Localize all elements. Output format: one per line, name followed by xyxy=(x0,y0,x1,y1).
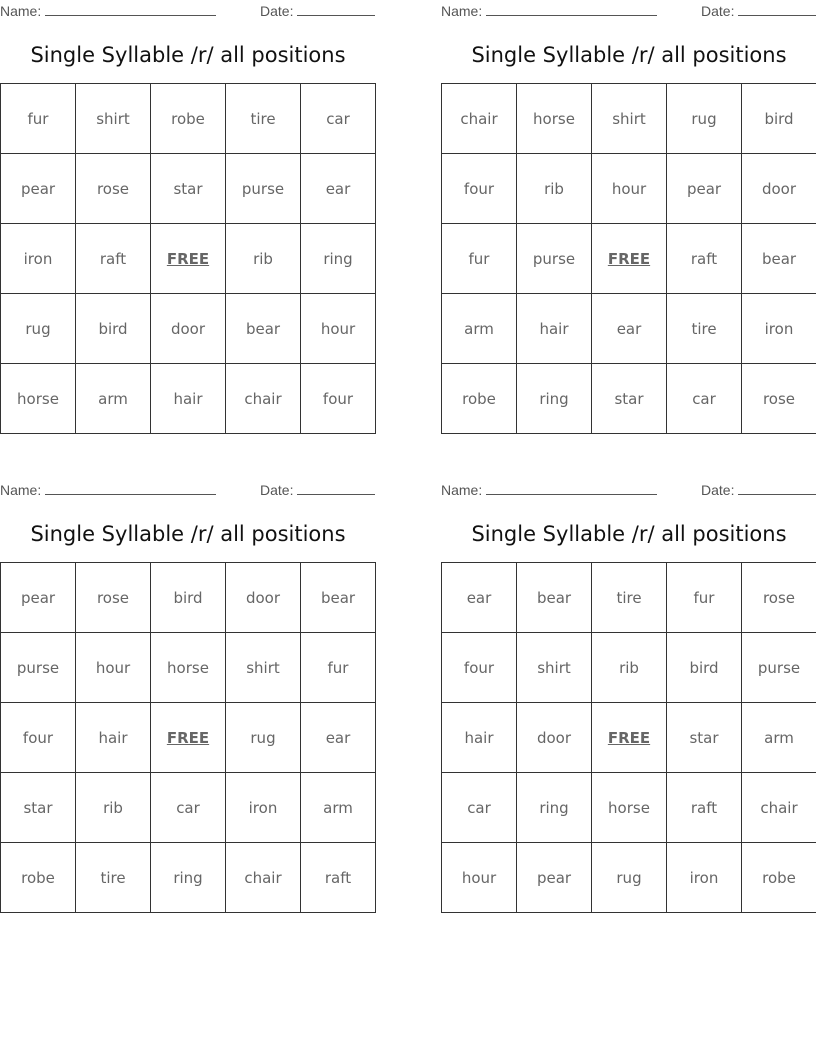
grid-cell: rose xyxy=(76,563,151,633)
grid-cell: shirt xyxy=(76,84,151,154)
grid-cell: four xyxy=(442,154,517,224)
grid-row xyxy=(442,843,816,913)
grid-cell: rib xyxy=(592,633,667,703)
grid-cell: pear xyxy=(517,843,592,913)
grid-row xyxy=(1,154,376,224)
grid-cell: hair xyxy=(442,703,517,773)
grid-cell: robe xyxy=(1,843,76,913)
grid-cell: horse xyxy=(592,773,667,843)
grid-row xyxy=(442,154,816,224)
grid-row xyxy=(1,84,376,154)
grid-cell: raft xyxy=(667,773,742,843)
grid-cell: tire xyxy=(76,843,151,913)
grid-cell: pear xyxy=(667,154,742,224)
grid-row xyxy=(1,843,376,913)
grid-cell: ear xyxy=(442,563,517,633)
grid-cell: shirt xyxy=(517,633,592,703)
grid-cell: bear xyxy=(517,563,592,633)
grid-cell: ring xyxy=(517,773,592,843)
grid-cell: bear xyxy=(301,563,376,633)
date-field[interactable] xyxy=(260,482,375,498)
date-field[interactable] xyxy=(260,3,375,19)
grid-cell: bear xyxy=(742,224,816,294)
grid-cell: bird xyxy=(76,294,151,364)
grid-cell: rose xyxy=(742,364,816,434)
grid-row xyxy=(442,703,816,773)
grid-cell: arm xyxy=(301,773,376,843)
free-space-cell: FREE xyxy=(151,224,226,294)
bingo-card-2 xyxy=(441,0,816,436)
bingo-grid xyxy=(441,562,816,913)
date-blank-line[interactable] xyxy=(738,482,816,495)
grid-cell: tire xyxy=(226,84,301,154)
date-blank-line[interactable] xyxy=(738,3,816,16)
grid-cell: chair xyxy=(742,773,816,843)
grid-cell: star xyxy=(592,364,667,434)
date-blank-line[interactable] xyxy=(297,3,375,16)
grid-cell: bird xyxy=(151,563,226,633)
grid-cell: bear xyxy=(226,294,301,364)
grid-cell: hour xyxy=(592,154,667,224)
grid-cell: car xyxy=(151,773,226,843)
grid-cell: tire xyxy=(667,294,742,364)
grid-cell: ear xyxy=(301,703,376,773)
card-header xyxy=(0,0,376,22)
grid-cell: fur xyxy=(667,563,742,633)
card-title: Single Syllable /r/ all positions xyxy=(471,43,787,67)
grid-cell: car xyxy=(301,84,376,154)
grid-cell: arm xyxy=(442,294,517,364)
grid-cell: ear xyxy=(301,154,376,224)
grid-row xyxy=(1,633,376,703)
grid-cell: rose xyxy=(742,563,816,633)
grid-cell: rib xyxy=(76,773,151,843)
grid-cell: ring xyxy=(151,843,226,913)
grid-cell: iron xyxy=(742,294,816,364)
grid-cell: star xyxy=(1,773,76,843)
date-field[interactable] xyxy=(701,482,816,498)
grid-cell: purse xyxy=(517,224,592,294)
name-blank-line[interactable] xyxy=(486,3,657,16)
grid-cell: hair xyxy=(76,703,151,773)
bingo-grid xyxy=(0,83,376,434)
grid-cell: ear xyxy=(592,294,667,364)
grid-cell: door xyxy=(226,563,301,633)
grid-cell: shirt xyxy=(592,84,667,154)
grid-cell: bird xyxy=(742,84,816,154)
bingo-grid xyxy=(441,83,816,434)
grid-cell: four xyxy=(1,703,76,773)
grid-cell: hour xyxy=(301,294,376,364)
grid-cell: robe xyxy=(742,843,816,913)
grid-row xyxy=(442,364,816,434)
name-blank-line[interactable] xyxy=(45,3,216,16)
grid-cell: arm xyxy=(742,703,816,773)
grid-cell: hair xyxy=(151,364,226,434)
name-label: Name: xyxy=(441,482,483,498)
free-space-cell: FREE xyxy=(592,703,667,773)
name-blank-line[interactable] xyxy=(486,482,657,495)
name-field[interactable] xyxy=(0,3,216,19)
grid-row xyxy=(442,633,816,703)
name-field[interactable] xyxy=(441,3,657,19)
grid-cell: iron xyxy=(226,773,301,843)
grid-row xyxy=(442,294,816,364)
date-label: Date: xyxy=(260,482,294,498)
grid-cell: star xyxy=(151,154,226,224)
grid-cell: fur xyxy=(301,633,376,703)
grid-cell: door xyxy=(742,154,816,224)
free-space-cell: FREE xyxy=(592,224,667,294)
name-field[interactable] xyxy=(441,482,657,498)
grid-cell: pear xyxy=(1,563,76,633)
grid-row xyxy=(442,773,816,843)
grid-cell: shirt xyxy=(226,633,301,703)
grid-row xyxy=(1,563,376,633)
grid-cell: rib xyxy=(517,154,592,224)
grid-row xyxy=(1,703,376,773)
grid-cell: horse xyxy=(151,633,226,703)
bingo-card-3 xyxy=(0,479,376,915)
date-field[interactable] xyxy=(701,3,816,19)
name-label: Name: xyxy=(0,482,42,498)
grid-cell: purse xyxy=(742,633,816,703)
grid-cell: door xyxy=(151,294,226,364)
grid-cell: raft xyxy=(301,843,376,913)
grid-row xyxy=(1,224,376,294)
grid-cell: raft xyxy=(76,224,151,294)
name-label: Name: xyxy=(0,3,42,19)
grid-cell: rug xyxy=(592,843,667,913)
grid-cell: raft xyxy=(667,224,742,294)
grid-cell: rib xyxy=(226,224,301,294)
grid-cell: ring xyxy=(517,364,592,434)
grid-cell: rug xyxy=(1,294,76,364)
grid-row xyxy=(1,294,376,364)
grid-cell: rug xyxy=(667,84,742,154)
grid-cell: iron xyxy=(1,224,76,294)
grid-cell: arm xyxy=(76,364,151,434)
grid-cell: door xyxy=(517,703,592,773)
grid-cell: robe xyxy=(442,364,517,434)
grid-row xyxy=(442,563,816,633)
date-label: Date: xyxy=(260,3,294,19)
grid-cell: iron xyxy=(667,843,742,913)
grid-cell: bird xyxy=(667,633,742,703)
bingo-grid xyxy=(0,562,376,913)
grid-row xyxy=(442,224,816,294)
card-header xyxy=(0,479,376,501)
bingo-card-1 xyxy=(0,0,376,436)
card-title: Single Syllable /r/ all positions xyxy=(30,43,346,67)
date-blank-line[interactable] xyxy=(297,482,375,495)
grid-cell: ring xyxy=(301,224,376,294)
name-field[interactable] xyxy=(0,482,216,498)
card-header xyxy=(441,479,816,501)
grid-cell: horse xyxy=(1,364,76,434)
grid-cell: robe xyxy=(151,84,226,154)
free-space-cell: FREE xyxy=(151,703,226,773)
grid-row xyxy=(1,364,376,434)
grid-cell: chair xyxy=(226,364,301,434)
grid-cell: purse xyxy=(226,154,301,224)
grid-row xyxy=(442,84,816,154)
grid-cell: four xyxy=(301,364,376,434)
grid-cell: hour xyxy=(76,633,151,703)
grid-cell: horse xyxy=(517,84,592,154)
card-title: Single Syllable /r/ all positions xyxy=(30,522,346,546)
grid-cell: hair xyxy=(517,294,592,364)
grid-cell: purse xyxy=(1,633,76,703)
grid-cell: hour xyxy=(442,843,517,913)
grid-cell: rug xyxy=(226,703,301,773)
grid-cell: fur xyxy=(442,224,517,294)
grid-cell: four xyxy=(442,633,517,703)
card-header xyxy=(441,0,816,22)
grid-cell: pear xyxy=(1,154,76,224)
grid-cell: fur xyxy=(1,84,76,154)
grid-cell: car xyxy=(667,364,742,434)
card-title: Single Syllable /r/ all positions xyxy=(471,522,787,546)
date-label: Date: xyxy=(701,3,735,19)
name-blank-line[interactable] xyxy=(45,482,216,495)
grid-cell: chair xyxy=(442,84,517,154)
grid-cell: star xyxy=(667,703,742,773)
grid-cell: tire xyxy=(592,563,667,633)
date-label: Date: xyxy=(701,482,735,498)
bingo-card-4 xyxy=(441,479,816,915)
grid-cell: car xyxy=(442,773,517,843)
grid-cell: chair xyxy=(226,843,301,913)
grid-row xyxy=(1,773,376,843)
name-label: Name: xyxy=(441,3,483,19)
grid-cell: rose xyxy=(76,154,151,224)
